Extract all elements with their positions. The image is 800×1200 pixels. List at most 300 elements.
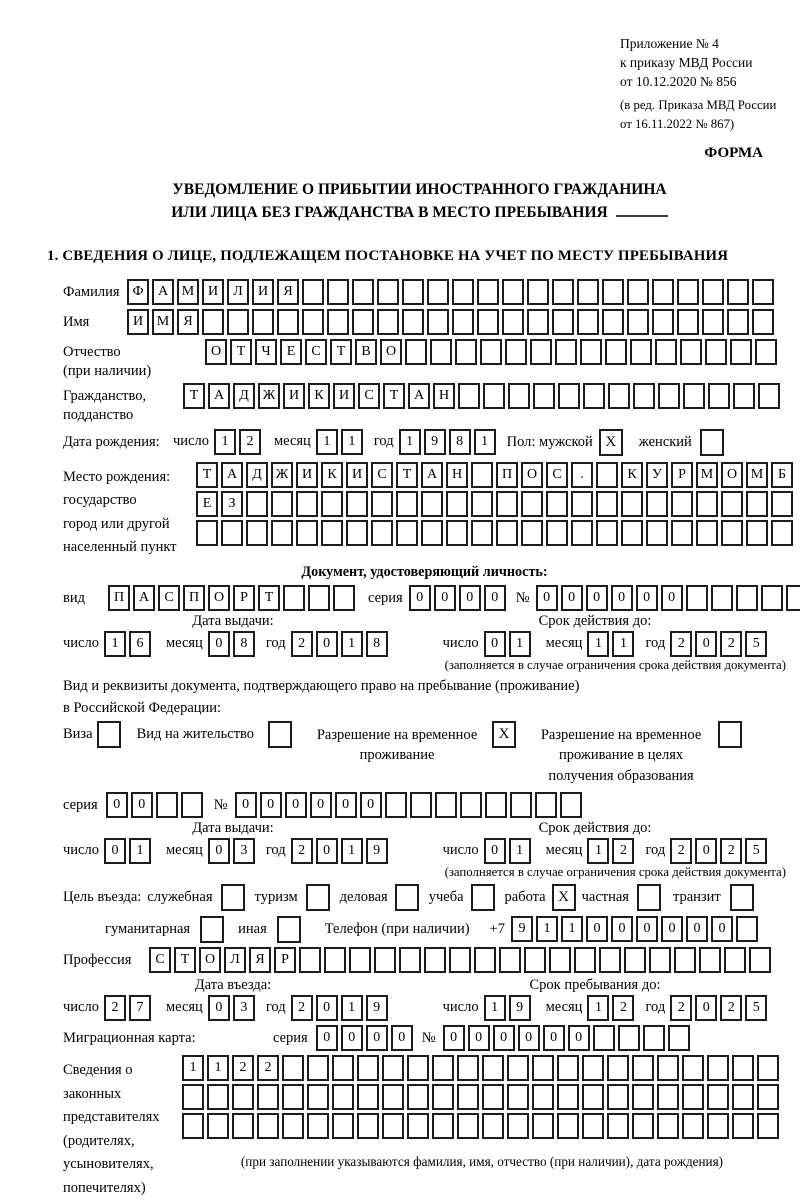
char-cell[interactable]	[758, 383, 780, 409]
char-cell[interactable]: Е	[280, 339, 302, 365]
char-cell[interactable]	[643, 1025, 665, 1051]
char-cell[interactable]	[471, 491, 493, 517]
char-cell[interactable]	[307, 1113, 329, 1139]
char-cell[interactable]	[332, 1084, 354, 1110]
char-cell[interactable]: 3	[233, 995, 255, 1021]
char-cell[interactable]: Н	[433, 383, 455, 409]
char-cell[interactable]: Т	[396, 462, 418, 488]
char-cell[interactable]	[458, 383, 480, 409]
char-cell[interactable]	[182, 1113, 204, 1139]
char-cell[interactable]	[757, 1113, 779, 1139]
char-cell[interactable]: 0	[661, 585, 683, 611]
char-cell[interactable]: 2	[232, 1055, 254, 1081]
char-cell[interactable]	[407, 1055, 429, 1081]
temp-residence-checkbox[interactable]: X	[492, 721, 516, 748]
char-cell[interactable]: 2	[612, 838, 634, 864]
char-cell[interactable]: 1	[399, 429, 421, 455]
char-cell[interactable]	[485, 792, 507, 818]
char-cell[interactable]	[761, 585, 783, 611]
char-cell[interactable]	[671, 491, 693, 517]
char-cell[interactable]: И	[202, 279, 224, 305]
char-cell[interactable]	[730, 339, 752, 365]
char-cell[interactable]	[555, 339, 577, 365]
char-cell[interactable]: 0	[316, 1025, 338, 1051]
char-cell[interactable]	[736, 585, 758, 611]
char-cell[interactable]: Р	[233, 585, 255, 611]
char-cell[interactable]	[577, 309, 599, 335]
char-cell[interactable]: О	[380, 339, 402, 365]
char-cell[interactable]: 8	[233, 631, 255, 657]
char-cell[interactable]	[457, 1055, 479, 1081]
char-cell[interactable]	[283, 585, 305, 611]
char-cell[interactable]	[705, 339, 727, 365]
char-cell[interactable]	[407, 1084, 429, 1110]
char-cell[interactable]	[786, 585, 800, 611]
char-cell[interactable]: Н	[446, 462, 468, 488]
char-cell[interactable]: 0	[366, 1025, 388, 1051]
char-cell[interactable]: 0	[106, 792, 128, 818]
char-cell[interactable]	[727, 309, 749, 335]
char-cell[interactable]: 1	[474, 429, 496, 455]
char-cell[interactable]	[732, 1055, 754, 1081]
char-cell[interactable]: 2	[291, 631, 313, 657]
char-cell[interactable]: 0	[568, 1025, 590, 1051]
char-cell[interactable]: 2	[720, 995, 742, 1021]
char-cell[interactable]: Ф	[127, 279, 149, 305]
char-cell[interactable]: 0	[459, 585, 481, 611]
char-cell[interactable]	[460, 792, 482, 818]
char-cell[interactable]: 0	[285, 792, 307, 818]
char-cell[interactable]	[452, 309, 474, 335]
char-cell[interactable]: 0	[316, 631, 338, 657]
char-cell[interactable]: 0	[260, 792, 282, 818]
char-cell[interactable]: В	[355, 339, 377, 365]
char-cell[interactable]: 1	[509, 631, 531, 657]
char-cell[interactable]	[333, 585, 355, 611]
char-cell[interactable]	[652, 309, 674, 335]
char-cell[interactable]	[227, 309, 249, 335]
char-cell[interactable]: 1	[214, 429, 236, 455]
char-cell[interactable]	[257, 1113, 279, 1139]
char-cell[interactable]: 0	[695, 631, 717, 657]
char-cell[interactable]	[682, 1113, 704, 1139]
char-cell[interactable]	[346, 520, 368, 546]
char-cell[interactable]	[207, 1084, 229, 1110]
char-cell[interactable]: 0	[636, 916, 658, 942]
char-cell[interactable]	[371, 491, 393, 517]
char-cell[interactable]: 5	[745, 995, 767, 1021]
char-cell[interactable]	[571, 520, 593, 546]
char-cell[interactable]: Т	[183, 383, 205, 409]
char-cell[interactable]	[618, 1025, 640, 1051]
char-cell[interactable]	[721, 491, 743, 517]
char-cell[interactable]: К	[308, 383, 330, 409]
char-cell[interactable]	[296, 520, 318, 546]
char-cell[interactable]	[607, 1055, 629, 1081]
char-cell[interactable]	[357, 1055, 379, 1081]
char-cell[interactable]	[724, 947, 746, 973]
char-cell[interactable]: 2	[670, 995, 692, 1021]
char-cell[interactable]	[480, 339, 502, 365]
char-cell[interactable]: 1	[561, 916, 583, 942]
char-cell[interactable]	[671, 520, 693, 546]
char-cell[interactable]: 0	[316, 838, 338, 864]
char-cell[interactable]	[357, 1113, 379, 1139]
char-cell[interactable]	[257, 1084, 279, 1110]
char-cell[interactable]: 0	[686, 916, 708, 942]
char-cell[interactable]	[382, 1084, 404, 1110]
char-cell[interactable]	[582, 1055, 604, 1081]
char-cell[interactable]	[232, 1084, 254, 1110]
char-cell[interactable]	[596, 462, 618, 488]
char-cell[interactable]	[202, 309, 224, 335]
char-cell[interactable]	[382, 1113, 404, 1139]
char-cell[interactable]	[385, 792, 407, 818]
char-cell[interactable]: Д	[233, 383, 255, 409]
char-cell[interactable]: 0	[695, 838, 717, 864]
char-cell[interactable]	[452, 279, 474, 305]
char-cell[interactable]	[546, 520, 568, 546]
char-cell[interactable]	[602, 279, 624, 305]
char-cell[interactable]: 2	[670, 631, 692, 657]
char-cell[interactable]: Ч	[255, 339, 277, 365]
char-cell[interactable]	[471, 462, 493, 488]
char-cell[interactable]: Л	[224, 947, 246, 973]
char-cell[interactable]	[649, 947, 671, 973]
char-cell[interactable]: 1	[509, 838, 531, 864]
char-cell[interactable]	[582, 1084, 604, 1110]
char-cell[interactable]	[596, 520, 618, 546]
char-cell[interactable]	[707, 1113, 729, 1139]
char-cell[interactable]	[571, 491, 593, 517]
char-cell[interactable]	[632, 1084, 654, 1110]
char-cell[interactable]	[655, 339, 677, 365]
char-cell[interactable]: 9	[424, 429, 446, 455]
char-cell[interactable]: Т	[174, 947, 196, 973]
char-cell[interactable]: 1	[207, 1055, 229, 1081]
char-cell[interactable]	[424, 947, 446, 973]
char-cell[interactable]: 0	[131, 792, 153, 818]
char-cell[interactable]: 2	[291, 995, 313, 1021]
char-cell[interactable]	[377, 309, 399, 335]
char-cell[interactable]	[327, 279, 349, 305]
char-cell[interactable]: 1	[341, 995, 363, 1021]
char-cell[interactable]: 0	[208, 838, 230, 864]
char-cell[interactable]: 1	[587, 838, 609, 864]
char-cell[interactable]	[432, 1113, 454, 1139]
char-cell[interactable]	[746, 491, 768, 517]
char-cell[interactable]: Т	[383, 383, 405, 409]
char-cell[interactable]	[156, 792, 178, 818]
char-cell[interactable]	[752, 279, 774, 305]
char-cell[interactable]	[680, 339, 702, 365]
char-cell[interactable]	[496, 491, 518, 517]
char-cell[interactable]	[755, 339, 777, 365]
char-cell[interactable]	[232, 1113, 254, 1139]
char-cell[interactable]	[707, 1084, 729, 1110]
char-cell[interactable]	[277, 309, 299, 335]
char-cell[interactable]: 0	[484, 838, 506, 864]
purpose-official-checkbox[interactable]	[221, 884, 245, 911]
char-cell[interactable]	[308, 585, 330, 611]
char-cell[interactable]: А	[408, 383, 430, 409]
char-cell[interactable]	[557, 1113, 579, 1139]
char-cell[interactable]	[221, 520, 243, 546]
char-cell[interactable]	[307, 1084, 329, 1110]
char-cell[interactable]	[771, 491, 793, 517]
purpose-business-checkbox[interactable]	[395, 884, 419, 911]
char-cell[interactable]	[510, 792, 532, 818]
char-cell[interactable]: 0	[434, 585, 456, 611]
char-cell[interactable]	[346, 491, 368, 517]
char-cell[interactable]	[558, 383, 580, 409]
char-cell[interactable]	[757, 1084, 779, 1110]
char-cell[interactable]	[532, 1084, 554, 1110]
char-cell[interactable]	[282, 1055, 304, 1081]
char-cell[interactable]: 0	[335, 792, 357, 818]
char-cell[interactable]	[296, 491, 318, 517]
char-cell[interactable]: 8	[449, 429, 471, 455]
temp-residence-education-checkbox[interactable]	[718, 721, 742, 748]
char-cell[interactable]	[707, 1055, 729, 1081]
char-cell[interactable]	[535, 792, 557, 818]
char-cell[interactable]	[627, 309, 649, 335]
char-cell[interactable]: 2	[104, 995, 126, 1021]
male-checkbox[interactable]: X	[599, 429, 623, 456]
char-cell[interactable]	[521, 491, 543, 517]
char-cell[interactable]	[546, 491, 568, 517]
char-cell[interactable]: О	[721, 462, 743, 488]
char-cell[interactable]	[682, 1084, 704, 1110]
char-cell[interactable]: 9	[366, 838, 388, 864]
char-cell[interactable]	[732, 1084, 754, 1110]
char-cell[interactable]: М	[696, 462, 718, 488]
char-cell[interactable]: Р	[671, 462, 693, 488]
char-cell[interactable]	[474, 947, 496, 973]
char-cell[interactable]	[527, 309, 549, 335]
char-cell[interactable]	[324, 947, 346, 973]
char-cell[interactable]: 0	[316, 995, 338, 1021]
char-cell[interactable]: С	[149, 947, 171, 973]
char-cell[interactable]	[282, 1084, 304, 1110]
char-cell[interactable]	[686, 585, 708, 611]
char-cell[interactable]: 0	[543, 1025, 565, 1051]
char-cell[interactable]: 1	[182, 1055, 204, 1081]
char-cell[interactable]: 0	[208, 631, 230, 657]
char-cell[interactable]	[702, 309, 724, 335]
char-cell[interactable]	[182, 1084, 204, 1110]
char-cell[interactable]: З	[221, 491, 243, 517]
char-cell[interactable]	[682, 1055, 704, 1081]
char-cell[interactable]	[658, 383, 680, 409]
purpose-other-checkbox[interactable]	[277, 916, 301, 943]
char-cell[interactable]	[482, 1113, 504, 1139]
char-cell[interactable]	[455, 339, 477, 365]
char-cell[interactable]	[246, 491, 268, 517]
char-cell[interactable]: С	[358, 383, 380, 409]
char-cell[interactable]: Ж	[258, 383, 280, 409]
char-cell[interactable]	[696, 520, 718, 546]
char-cell[interactable]	[477, 309, 499, 335]
char-cell[interactable]	[632, 1113, 654, 1139]
char-cell[interactable]	[332, 1055, 354, 1081]
char-cell[interactable]	[332, 1113, 354, 1139]
char-cell[interactable]	[677, 279, 699, 305]
char-cell[interactable]	[602, 309, 624, 335]
char-cell[interactable]: 0	[360, 792, 382, 818]
char-cell[interactable]	[321, 520, 343, 546]
char-cell[interactable]	[632, 1055, 654, 1081]
char-cell[interactable]: 6	[129, 631, 151, 657]
char-cell[interactable]	[521, 520, 543, 546]
char-cell[interactable]: 1	[104, 631, 126, 657]
char-cell[interactable]: П	[496, 462, 518, 488]
char-cell[interactable]	[711, 585, 733, 611]
char-cell[interactable]: 5	[745, 838, 767, 864]
char-cell[interactable]	[477, 279, 499, 305]
char-cell[interactable]: С	[371, 462, 393, 488]
char-cell[interactable]	[746, 520, 768, 546]
char-cell[interactable]: Д	[246, 462, 268, 488]
char-cell[interactable]: 1	[316, 429, 338, 455]
char-cell[interactable]	[352, 279, 374, 305]
char-cell[interactable]	[427, 279, 449, 305]
char-cell[interactable]: 5	[745, 631, 767, 657]
char-cell[interactable]	[527, 279, 549, 305]
char-cell[interactable]: 2	[720, 838, 742, 864]
char-cell[interactable]	[557, 1084, 579, 1110]
char-cell[interactable]	[532, 1055, 554, 1081]
purpose-study-checkbox[interactable]	[471, 884, 495, 911]
char-cell[interactable]: 0	[484, 585, 506, 611]
char-cell[interactable]: Ж	[271, 462, 293, 488]
char-cell[interactable]	[421, 520, 443, 546]
char-cell[interactable]	[482, 1084, 504, 1110]
char-cell[interactable]	[396, 520, 418, 546]
char-cell[interactable]: 0	[636, 585, 658, 611]
char-cell[interactable]	[621, 491, 643, 517]
char-cell[interactable]	[327, 309, 349, 335]
char-cell[interactable]: 0	[208, 995, 230, 1021]
char-cell[interactable]: 1	[129, 838, 151, 864]
purpose-transit-checkbox[interactable]	[730, 884, 754, 911]
char-cell[interactable]	[657, 1084, 679, 1110]
char-cell[interactable]: 1	[587, 631, 609, 657]
char-cell[interactable]: 0	[695, 995, 717, 1021]
char-cell[interactable]	[657, 1113, 679, 1139]
char-cell[interactable]: И	[127, 309, 149, 335]
char-cell[interactable]: 9	[511, 916, 533, 942]
char-cell[interactable]: 2	[612, 995, 634, 1021]
char-cell[interactable]	[352, 309, 374, 335]
char-cell[interactable]	[532, 1113, 554, 1139]
char-cell[interactable]	[502, 279, 524, 305]
char-cell[interactable]	[605, 339, 627, 365]
char-cell[interactable]: 0	[561, 585, 583, 611]
char-cell[interactable]: .	[571, 462, 593, 488]
char-cell[interactable]	[483, 383, 505, 409]
char-cell[interactable]: Т	[196, 462, 218, 488]
char-cell[interactable]	[552, 279, 574, 305]
char-cell[interactable]	[574, 947, 596, 973]
purpose-private-checkbox[interactable]	[637, 884, 661, 911]
char-cell[interactable]: П	[108, 585, 130, 611]
char-cell[interactable]	[502, 309, 524, 335]
char-cell[interactable]	[599, 947, 621, 973]
char-cell[interactable]	[607, 1113, 629, 1139]
char-cell[interactable]	[496, 520, 518, 546]
char-cell[interactable]	[432, 1055, 454, 1081]
char-cell[interactable]: 2	[239, 429, 261, 455]
char-cell[interactable]	[530, 339, 552, 365]
char-cell[interactable]: Т	[230, 339, 252, 365]
char-cell[interactable]: 1	[612, 631, 634, 657]
residence-permit-checkbox[interactable]	[268, 721, 292, 748]
char-cell[interactable]: К	[621, 462, 643, 488]
char-cell[interactable]: 0	[661, 916, 683, 942]
char-cell[interactable]	[430, 339, 452, 365]
char-cell[interactable]	[771, 520, 793, 546]
char-cell[interactable]: 0	[468, 1025, 490, 1051]
char-cell[interactable]	[621, 520, 643, 546]
char-cell[interactable]: 0	[235, 792, 257, 818]
char-cell[interactable]	[271, 491, 293, 517]
char-cell[interactable]	[246, 520, 268, 546]
char-cell[interactable]	[733, 383, 755, 409]
char-cell[interactable]: И	[333, 383, 355, 409]
char-cell[interactable]	[752, 309, 774, 335]
char-cell[interactable]	[646, 491, 668, 517]
char-cell[interactable]: Я	[177, 309, 199, 335]
female-checkbox[interactable]	[700, 429, 724, 456]
char-cell[interactable]	[757, 1055, 779, 1081]
char-cell[interactable]	[307, 1055, 329, 1081]
char-cell[interactable]	[732, 1113, 754, 1139]
char-cell[interactable]: 0	[611, 916, 633, 942]
char-cell[interactable]	[349, 947, 371, 973]
char-cell[interactable]: 0	[586, 916, 608, 942]
char-cell[interactable]	[668, 1025, 690, 1051]
char-cell[interactable]	[371, 520, 393, 546]
char-cell[interactable]	[396, 491, 418, 517]
char-cell[interactable]	[727, 279, 749, 305]
char-cell[interactable]: Б	[771, 462, 793, 488]
char-cell[interactable]	[446, 520, 468, 546]
char-cell[interactable]: 9	[366, 995, 388, 1021]
char-cell[interactable]	[449, 947, 471, 973]
char-cell[interactable]: 0	[536, 585, 558, 611]
char-cell[interactable]	[607, 1084, 629, 1110]
char-cell[interactable]	[524, 947, 546, 973]
char-cell[interactable]: 1	[484, 995, 506, 1021]
char-cell[interactable]	[271, 520, 293, 546]
char-cell[interactable]: О	[205, 339, 227, 365]
char-cell[interactable]	[582, 1113, 604, 1139]
char-cell[interactable]	[432, 1084, 454, 1110]
char-cell[interactable]	[382, 1055, 404, 1081]
char-cell[interactable]: 0	[443, 1025, 465, 1051]
char-cell[interactable]: 2	[257, 1055, 279, 1081]
char-cell[interactable]: 1	[341, 631, 363, 657]
char-cell[interactable]: Я	[277, 279, 299, 305]
char-cell[interactable]: 0	[493, 1025, 515, 1051]
char-cell[interactable]	[721, 520, 743, 546]
char-cell[interactable]: С	[546, 462, 568, 488]
char-cell[interactable]: 1	[587, 995, 609, 1021]
char-cell[interactable]	[552, 309, 574, 335]
purpose-tourism-checkbox[interactable]	[306, 884, 330, 911]
char-cell[interactable]: К	[321, 462, 343, 488]
